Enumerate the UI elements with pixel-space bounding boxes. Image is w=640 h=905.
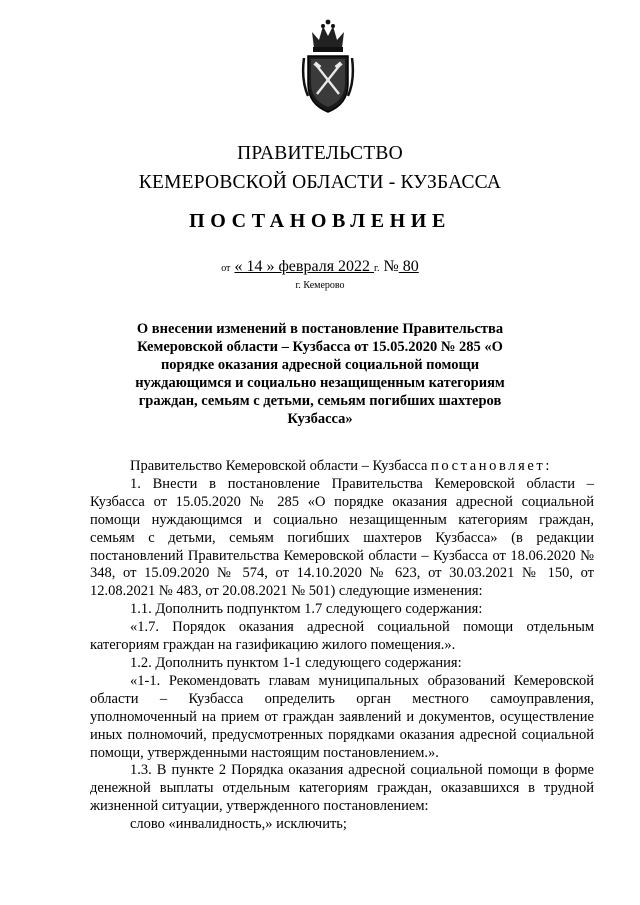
document-number: 80 — [398, 258, 419, 275]
paragraph-1-7: «1.7. Порядок оказания адресной социальной помощи отдельным категориям граждан на газификацию жилого помещения.». — [90, 619, 594, 654]
paragraph-word-removal: слово «инвалидность,» исключить; — [130, 816, 347, 833]
paragraph-1-1-1: «1-1. Рекомендовать главам муниципальных образований Кемеровской области – Кузбасса определить орган местного самоуправления, уполномоченный на прием от граждан заявлений и документов, осуществление иных полномочий, предусмотренных порядками оказания адресной социальной помощи, утвержденными настоящим постановлением.». — [90, 672, 594, 761]
paragraph-1-1: 1.1. Дополнить подпунктом 1.7 следующего содержания: — [130, 601, 483, 618]
date-quote-open: « — [234, 258, 243, 275]
date-day: 14 — [242, 258, 267, 275]
government-title-line1: ПРАВИТЕЛЬСТВО — [237, 143, 403, 164]
document-type: ПОСТАНОВЛЕНИЕ — [189, 210, 451, 232]
intro-paragraph — [90, 458, 594, 476]
date-from-label: от — [221, 263, 231, 274]
city: г. Кемерово — [295, 280, 345, 291]
kuzbass-coat-of-arms-icon — [300, 18, 356, 116]
document-body — [90, 458, 594, 834]
paragraph-1-2: 1.2. Дополнить пунктом 1-1 следующего содержания: — [130, 654, 462, 671]
paragraph-1: 1. Внести в постановление Правительства Кемеровской области – Кузбасса от 15.05.2020 № 285 «О порядке оказания адресной социальной помощи нуждающимся и социально незащищенным категориям граждан, семьям с детьми, семьям погибших шахтеров Кузбасса» (в редакции постановлений Правительства Кемеровской области – Кузбасса от 18.06.2020 № 348, от 15.09.2020 № 574, от 14.10.2020 № 623, от 30.03.2021 № 150, от 12.08.2021 № 483, от 20.08.2021 № 501) следующие изменения: — [90, 475, 594, 600]
number-label: № — [383, 258, 399, 275]
date-quote-close: » — [266, 258, 275, 275]
paragraph-1-3: 1.3. В пункте 2 Порядка оказания адресной социальной помощи в форме денежной выплаты отдельным категориям граждан, оказавшихся в трудной жизненной ситуации, утвержденного постановлением: — [90, 762, 594, 815]
government-title-line2: КЕМЕРОВСКОЙ ОБЛАСТИ - КУЗБАССА — [138, 172, 502, 193]
date-month-year: февраля 2022 — [274, 258, 375, 275]
document-title: О внесении изменений в постановление Правительства Кемеровской области – Кузбасса от 15.05.2020 № 285 «О порядке оказания адресной социальной помощи нуждающимся и социально незащищенным категориям граждан, семьям с детьми, семьям погибших шахтеров Кузбасса» — [135, 321, 505, 427]
intro-decree-word: постановляет: — [431, 458, 552, 474]
intro-prefix: Правительство Кемеровской области – Кузбасса — [130, 458, 432, 474]
date-year-suffix: г. — [374, 263, 380, 274]
date-number-line — [0, 258, 640, 276]
